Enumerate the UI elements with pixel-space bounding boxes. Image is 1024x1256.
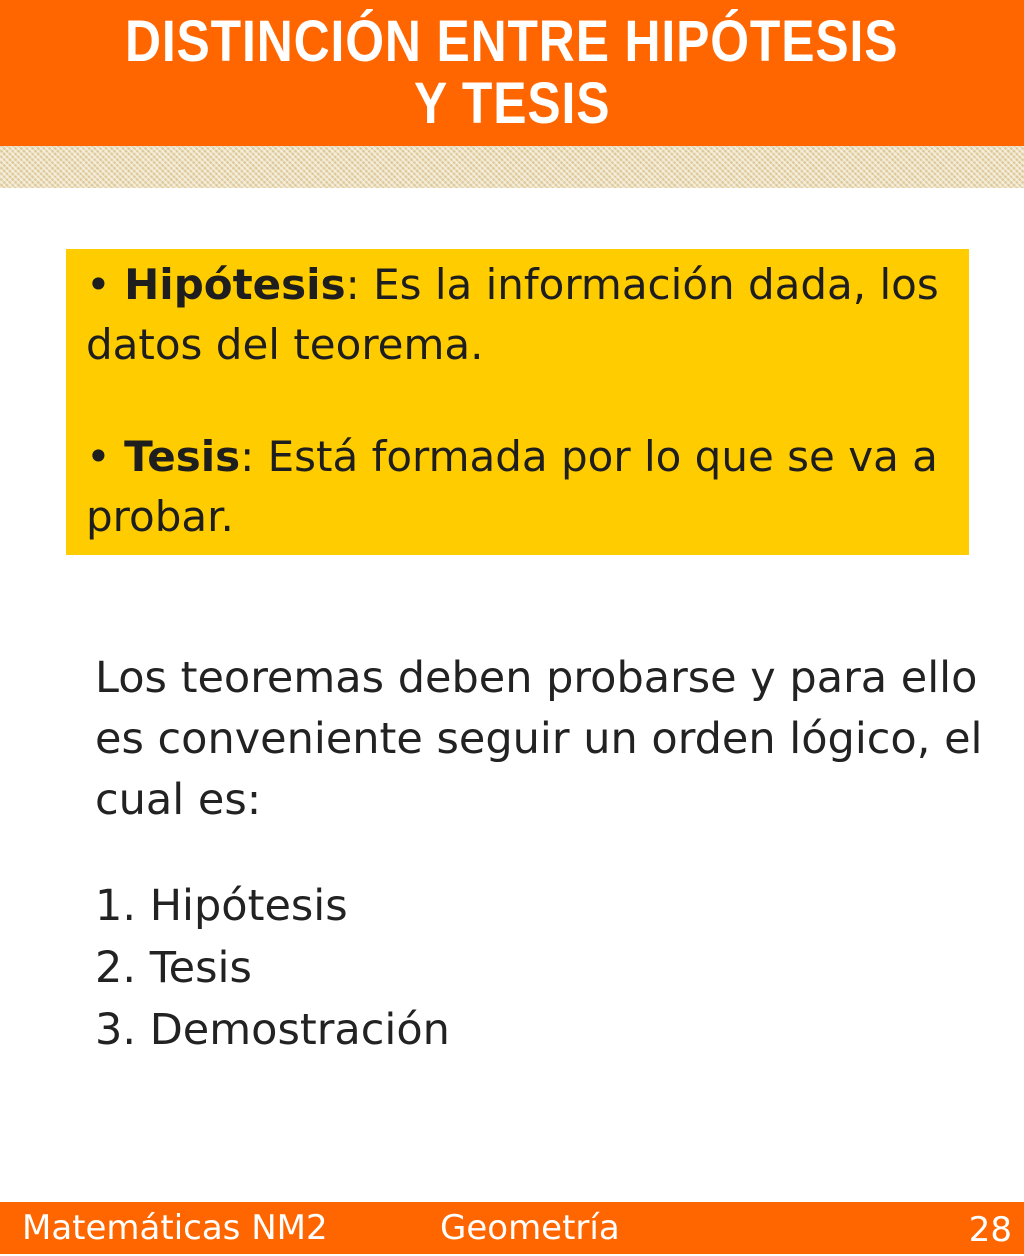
list-item: 3. Demostración (95, 1005, 450, 1055)
bullet: • (86, 432, 111, 481)
slide-title-line-1: DISTINCIÓN ENTRE HIPÓTESIS (125, 9, 899, 74)
term-tesis: Tesis (124, 432, 241, 481)
definition-tesis (86, 427, 969, 547)
footer-topic: Geometría (440, 1208, 620, 1248)
steps-list (95, 875, 450, 1061)
list-item: 1. Hipótesis (95, 881, 348, 931)
slide-header (0, 0, 1024, 146)
slide-footer (0, 1202, 1024, 1254)
definition-text: : Es la información dada, los datos del teorema. (86, 260, 939, 369)
page-number: 28 (968, 1210, 1012, 1250)
list-item: 2. Tesis (95, 943, 252, 993)
definition-hipotesis (86, 255, 969, 375)
slide-title-line-2: Y TESIS (413, 71, 611, 136)
bullet: • (86, 260, 111, 309)
footer-subject: Matemáticas NM2 (22, 1208, 328, 1248)
definition-text: : Está formada por lo que se va a probar. (86, 432, 938, 541)
term-hipotesis: Hipótesis (124, 260, 346, 309)
intro-paragraph: Los teoremas deben probarse y para ello es conveniente seguir un orden lógico, el cual es: (95, 653, 983, 825)
header-decorative-band (0, 146, 1024, 188)
definitions-box (66, 249, 969, 555)
